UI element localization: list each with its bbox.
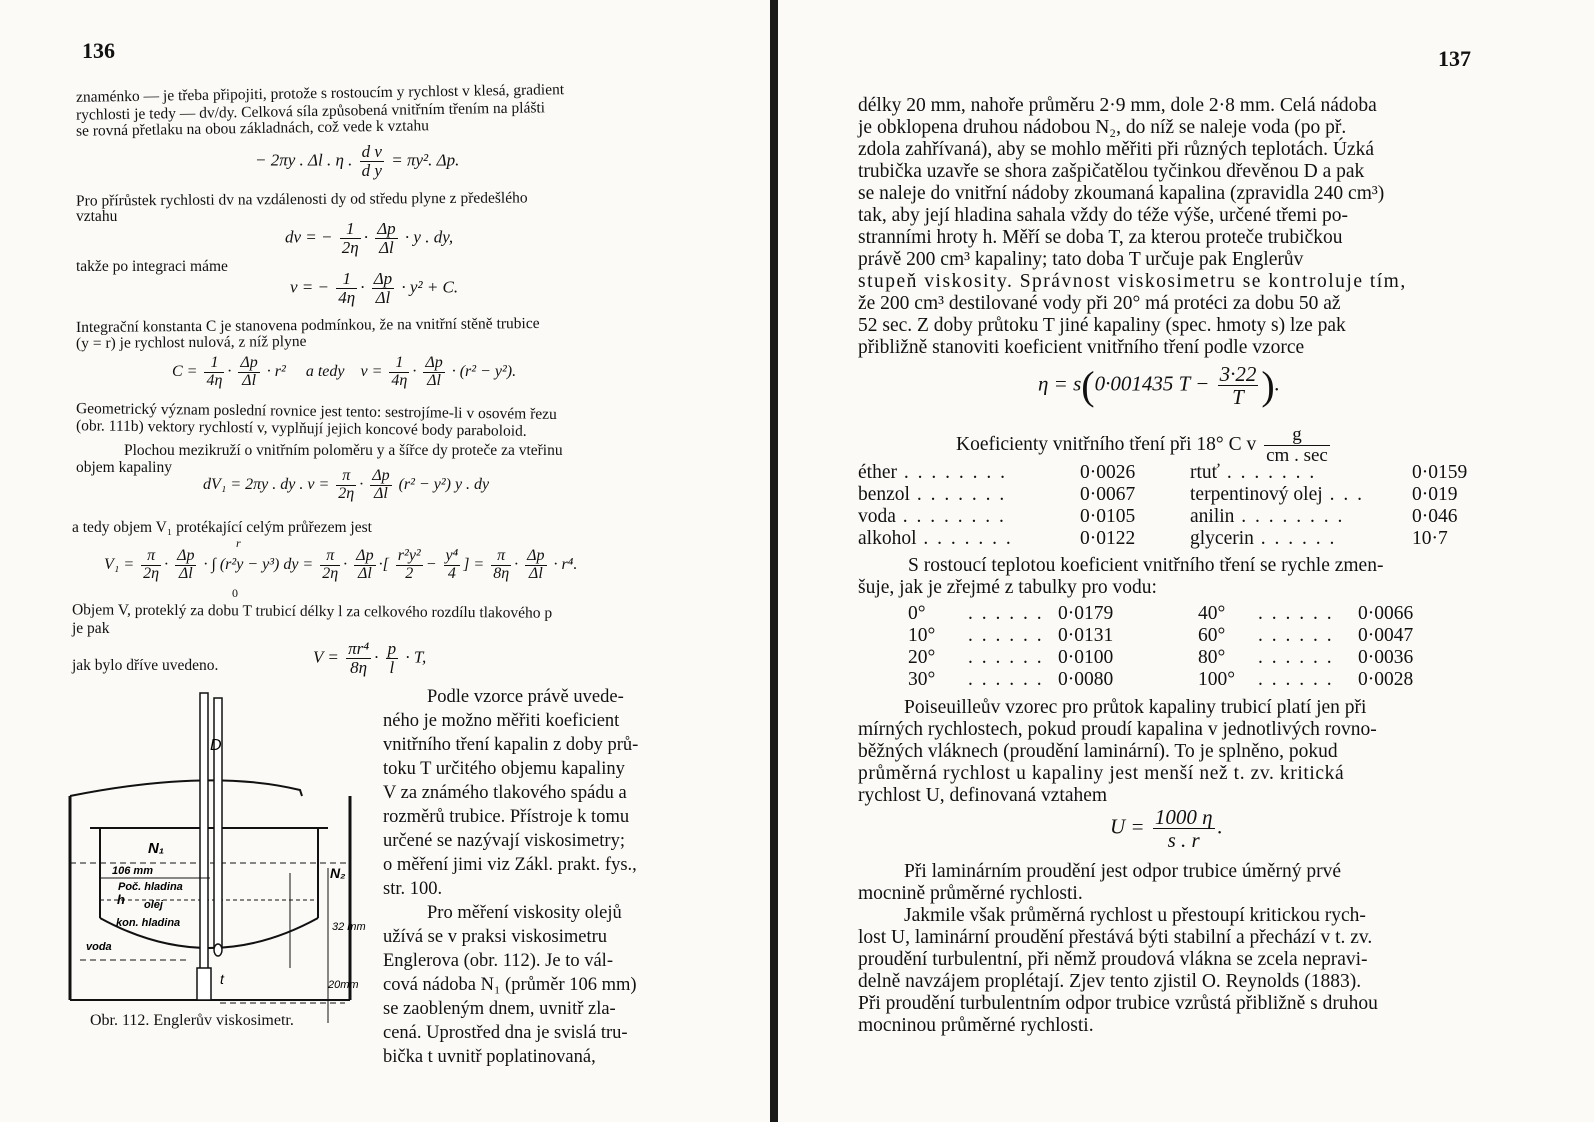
label-N2: N₂ — [330, 865, 346, 881]
figure-caption: Obr. 112. Englerův viskosimetr. — [90, 1012, 294, 1029]
text-line: (y = r) je rychlost nulová, z níž plyne — [75, 332, 307, 353]
text-line: vztahu — [76, 208, 118, 225]
text-line: je obklopena druhou nádobou N₂, do níž se naleje voda (po př. — [858, 117, 1347, 138]
equation-2: dv = − $\frac{1}{2\eta}$ · $\frac{\Delta p}{\Delta l}$ · y . dy, — [285, 219, 454, 257]
label-D: D — [210, 737, 222, 754]
text-line: Při laminárním proudění jest odpor trubice úměrný prvé — [904, 861, 1342, 882]
text-line: Integrační konstanta C je stanovena podmínkou, že na vnitřní stěně trubice — [75, 314, 540, 337]
text-line: určené se nazývají viskosimetry; — [383, 831, 625, 851]
equation-4: C = $\frac{1}{4\eta}$ · $\frac{\Delta p}{\Delta l}$ · r² a tedy v = $\frac{1}{4\eta}$ · $\frac{\Delta p}{\Delta l}$ · (r² − y²). — [172, 354, 517, 389]
equation-6: V₁ = $\frac{\pi}{2\eta}$ · $\frac{\Delta p}{\Delta l}$ · ∫ (r²y − y³) dy = $\frac{\pi}{2\eta}$ · $\frac{\Delta p}{\Delta l}$ ·[ $\frac{\text{r²y²}}{2}$ − $\frac{\text{y⁴}}{4}$ ] = $\frac{\pi}{8\eta}$ · $\frac{\Delta p}{\Delta l}$ · r⁴. — [104, 547, 578, 582]
text-line: je pak — [72, 620, 110, 637]
equation-U: U = $\frac{1000 \eta}{s . r}$ . — [1110, 805, 1223, 853]
text-line: Poiseuilleův vzorec pro průtok kapaliny trubicí platí jen při — [904, 697, 1367, 718]
text-line: stranními hroty h. Měří se doba T, za kterou proteče trubičkou — [858, 227, 1343, 248]
text-line: se naleje do vnitřní nádoby zkoumaná kapalina (zpravidla 240 cm³) — [858, 183, 1385, 204]
text-line: takže po integraci máme — [76, 258, 228, 275]
text-line: lost U, laminární proudění přestává býti stabilní a přechází v t. zv. — [858, 927, 1373, 948]
table-row: benzol . . . . . . . 0·0067 terpentinový olej . . . 0·019 — [858, 484, 1458, 505]
equation-7: V = $\frac{\text{πr⁴}}{8\eta}$ · $\frac{p}{l}$ · T, — [313, 639, 427, 677]
text-line: mírných rychlostech, pokud proudí kapalina v jednotlivých rovno- — [858, 719, 1377, 740]
text-line: (obr. 111b) vektory rychlostí v, vyplňují jejich koncové body paraboloid. — [75, 417, 527, 440]
text-line: 52 sec. Z doby průtoku T jiné kapaliny (spec. hmoty s) lze pak — [858, 315, 1346, 336]
label-t: t — [220, 971, 224, 987]
table-row: éther . . . . . . . . 0·0026 rtuť . . . . . . . 0·0159 — [858, 462, 1468, 483]
text-line: znaménko — je třeba připojiti, protože s rostoucím y rychlost v klesá, gradient — [75, 81, 565, 106]
text-line: rychlosti je tedy — dv/dy. Celková síla způsobená vnitřním třením na plášti — [75, 99, 546, 124]
text-line: jak bylo dříve uvedeno. — [72, 657, 219, 674]
text-line: průměrná rychlost u kapaliny jest menší než t. zv. kritická — [858, 763, 1345, 784]
label-poc-hladina: Poč. hladina — [118, 881, 183, 893]
table-row: 20° . . . . . . 0·0100 80° . . . . . . 0·0036 — [908, 647, 1414, 668]
text-line: trubička uzavře se shora zašpičatělou tyčinkou dřevěnou D a pak — [858, 161, 1365, 182]
text-line: zdola zahřívaná), aby se mohlo měřiti při různých teplotách. Úzká — [858, 139, 1375, 160]
engler-viscosimeter-figure — [60, 678, 380, 1030]
text-line: Při proudění turbulentním odpor trubice vzrůstá přibližně s druhou — [858, 993, 1378, 1014]
label-20mm: 20mm — [328, 979, 359, 991]
text-line: bička t uvnitř poplatinovaná, — [383, 1047, 596, 1067]
text-line: a tedy objem V₁ protékající celým průřezem jest — [72, 519, 372, 536]
text-line: toku T určitého objemu kapaliny — [383, 759, 625, 779]
table-row: 30° . . . . . . 0·0080 100° . . . . . . 0·0028 — [908, 669, 1414, 690]
label-N1: N₁ — [148, 840, 165, 857]
text-line: str. 100. — [383, 879, 443, 899]
equation-eta: η = s(0·001435 T − $\frac{3\cdot 22}{T}$ ). — [1038, 361, 1280, 409]
text-line: mocnině průměrné rychlosti. — [858, 883, 1083, 904]
text-line: stupeň viskosity. Správnost viskosimetru se kontroluje tím, — [858, 271, 1407, 292]
text-line: Pro přírůstek rychlosti dv na vzdálenosti dy od středu plyne z předešlého — [75, 189, 528, 210]
table-row: 10° . . . . . . 0·0131 60° . . . . . . 0·0047 — [908, 625, 1414, 646]
text-line: se zaobleným dnem, uvnitř zla- — [383, 999, 616, 1019]
text-line: Jakmile však průměrná rychlost u přestoupí kritickou rych- — [904, 905, 1366, 926]
equation-1: − 2πy . Δl . η . $\frac{\text{d v}}{\text{d y}}$ = πy². Δp. — [255, 142, 460, 180]
text-line: šuje, jak je zřejmé z tabulky pro vodu: — [858, 577, 1157, 598]
table-row: 0° . . . . . . 0·0179 40° . . . . . . 0·0066 — [908, 603, 1414, 624]
text-line: Geometrický význam poslední rovnice jest tento: sestrojíme-li v osovém řezu — [75, 400, 557, 423]
equation-3: v = − $\frac{1}{4\eta}$ · $\frac{\Delta p}{\Delta l}$ · y² + C. — [290, 269, 459, 307]
text-line: Pro měření viskosity olejů — [427, 903, 622, 923]
text-line: objem kapaliny — [76, 459, 172, 476]
text-line: cová nádoba N₁ (průměr 106 mm) — [383, 975, 637, 995]
text-line: tak, aby její hladina sahala vždy do téže výše, určené třemi po- — [858, 205, 1349, 226]
text-line: Objem V, proteklý za dobu T trubicí délky l za celkového rozdílu tlakového p — [71, 601, 553, 622]
book-gutter — [770, 0, 778, 1122]
label-voda: voda — [86, 941, 112, 953]
text-line: délky 20 mm, nahoře průměru 2·9 mm, dole 2·8 mm. Celá nádoba — [858, 95, 1377, 116]
text-line: ného je možno měřiti koeficient — [383, 711, 620, 731]
table-row: alkohol . . . . . . . 0·0122 glycerin . . . . . . 10·7 — [858, 528, 1448, 549]
text-line: přibližně stanoviti koeficient vnitřního tření podle vzorce — [858, 337, 1305, 358]
text-line: Englerova (obr. 112). Je to vál- — [383, 951, 613, 971]
text-line: mocninou průměrné rychlosti. — [858, 1015, 1094, 1036]
right-page — [778, 0, 1594, 1122]
label-32mm: 32 mm — [332, 921, 366, 933]
page-number-left: 136 — [82, 38, 115, 63]
text-line: se rovná přetlaku na obou základnách, což vede k vztahu — [75, 117, 430, 140]
text-line: Plochou mezikruží o vnitřním poloměru y a šířce dy proteče za vteřinu — [124, 442, 563, 459]
viscosity-table — [858, 462, 1476, 550]
text-line: V za známého tlakového spádu a — [383, 783, 627, 803]
text-line: rychlost U, definovaná vztahem — [858, 785, 1108, 806]
text-line: vnitřního tření kapalin z doby prů- — [383, 735, 639, 755]
table-title: Koeficienty vnitřního tření při 18° C v $\frac{g}{cm . \sec}$ — [956, 424, 1328, 466]
text-line: cená. Uprostřed dna je svislá tru- — [383, 1023, 628, 1043]
equation-5: dV₁ = 2πy . dy . v = $\frac{\pi}{2\eta}$ · $\frac{\Delta p}{\Delta l}$ (r² − y²) y . dy — [203, 467, 490, 502]
label-106mm: 106 mm — [112, 865, 153, 877]
integral-lower-limit: 0 — [232, 586, 238, 600]
text-line: právě 200 cm³ kapaliny; tato doba T určuje pak Englerův — [858, 249, 1304, 270]
text-line: běžných vláknech (proudění laminární). To je splněno, pokud — [858, 741, 1338, 762]
label-h: h — [117, 892, 125, 907]
table-row: voda . . . . . . . . 0·0105 anilin . . . . . . . . 0·046 — [858, 506, 1458, 527]
text-line: S rostoucí teplotou koeficient vnitřního tření se rychle zmen- — [908, 555, 1384, 576]
text-line: proudění turbulentní, při němž proudová vlákna se zcela nepravi- — [858, 949, 1368, 970]
text-line: Podle vzorce právě uvede- — [427, 687, 624, 707]
left-page — [0, 0, 770, 1122]
page-number-right: 137 — [1438, 46, 1471, 71]
label-olej: olej — [144, 899, 163, 911]
text-line: rozměrů trubice. Přístroje k tomu — [383, 807, 630, 827]
water-viscosity-table — [908, 603, 1448, 691]
text-line: že 200 cm³ destilované vody při 20° má protéci za dobu 50 až — [858, 293, 1341, 314]
text-line: delně navzájem proplétají. Zjev tento zjistil O. Reynolds (1883). — [858, 971, 1362, 992]
text-line: užívá se v praksi viskosimetru — [383, 927, 608, 947]
text-line: o měření jimi viz Zákl. prakt. fys., — [383, 855, 637, 875]
integral-upper-limit: r — [236, 536, 241, 550]
label-kon-hladina: kon. hladina — [116, 917, 181, 929]
